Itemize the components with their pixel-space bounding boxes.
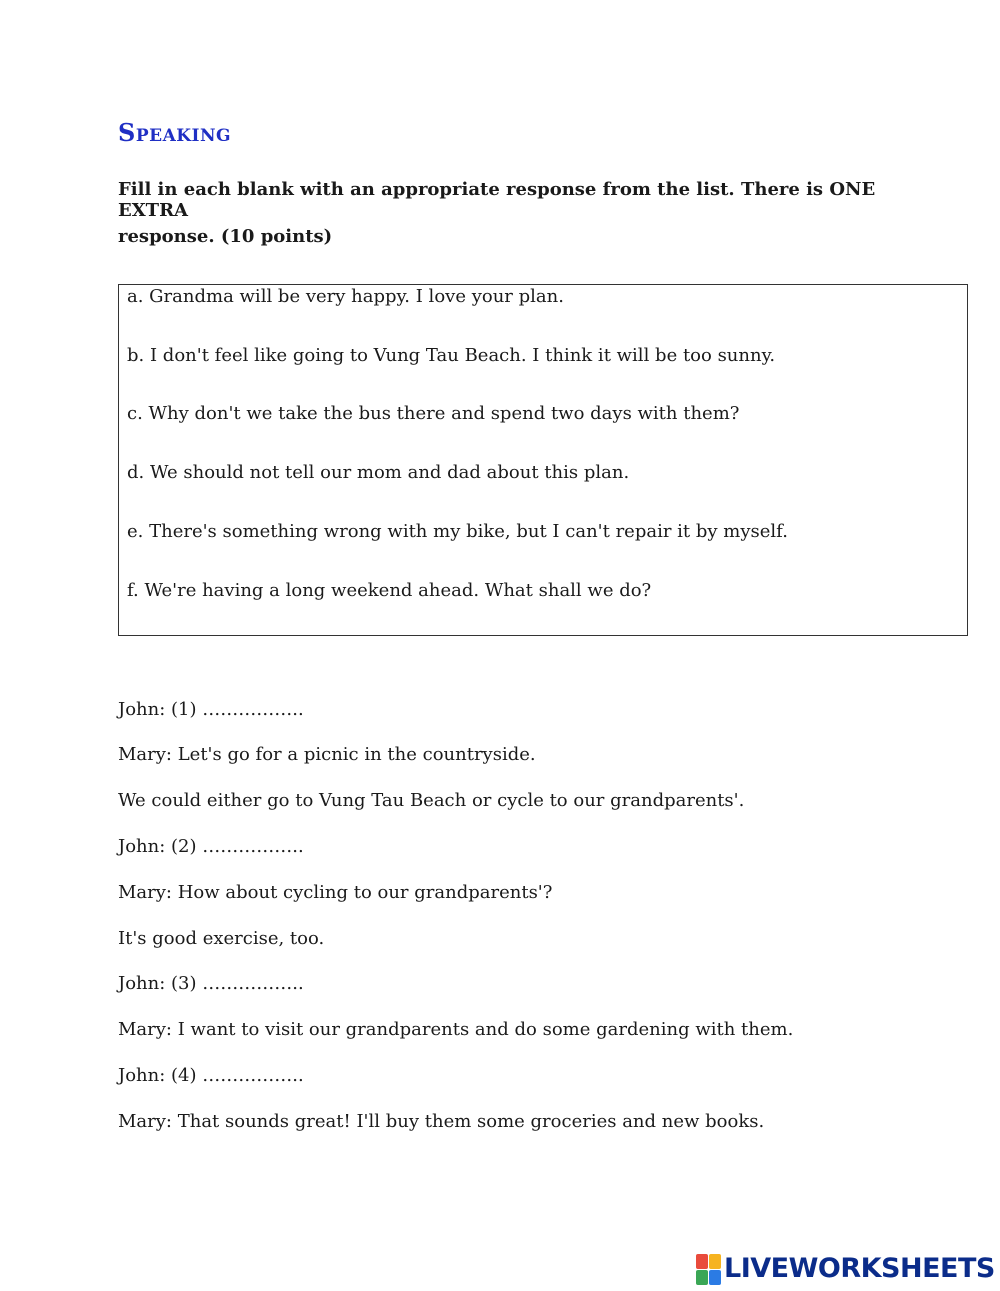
dialogue-line-mary-3: Mary: I want to visit our grandparents and do some gardening with them. (118, 1019, 794, 1040)
dialogue-line-mary-1: Mary: Let's go for a picnic in the countryside. (118, 744, 536, 765)
dialogue-line-mary-4: Mary: That sounds great! I'll buy them some groceries and new books. (118, 1111, 765, 1132)
dialogue-line-john-4[interactable]: John: (4) …………….. (118, 1065, 304, 1086)
logo-tile (696, 1254, 708, 1269)
option-c: c. Why don't we take the bus there and spend two days with them? (127, 403, 740, 424)
option-a: a. Grandma will be very happy. I love your plan. (127, 286, 564, 307)
dialogue-line-john-2[interactable]: John: (2) …………….. (118, 836, 304, 857)
instruction-line-1: Fill in each blank with an appropriate response from the list. There is ONE EXTRA (118, 179, 876, 221)
logo-tile (709, 1270, 721, 1285)
section-title: Speaking (118, 118, 232, 147)
option-f: f. We're having a long weekend ahead. What shall we do? (127, 580, 652, 601)
liveworksheets-logo (696, 1253, 995, 1284)
logo-tile (709, 1254, 721, 1269)
option-b: b. I don't feel like going to Vung Tau Beach. I think it will be too sunny. (127, 345, 776, 366)
option-e: e. There's something wrong with my bike, but I can't repair it by myself. (127, 521, 788, 542)
logo-tiles-icon (696, 1254, 720, 1284)
instruction-line-2: response. (10 points) (118, 226, 333, 247)
option-d: d. We should not tell our mom and dad about this plan. (127, 462, 630, 483)
dialogue-line-john-3[interactable]: John: (3) …………….. (118, 973, 304, 994)
dialogue-line-mary-2: Mary: How about cycling to our grandparents'? (118, 882, 553, 903)
logo-tile (696, 1270, 708, 1285)
response-options-box (118, 284, 968, 636)
dialogue-line-john-1[interactable]: John: (1) …………….. (118, 699, 304, 720)
logo-text: LIVEWORKSHEETS (724, 1253, 995, 1284)
dialogue-line-mary-2b: It's good exercise, too. (118, 928, 325, 949)
dialogue-line-mary-1b: We could either go to Vung Tau Beach or cycle to our grandparents'. (118, 790, 745, 811)
